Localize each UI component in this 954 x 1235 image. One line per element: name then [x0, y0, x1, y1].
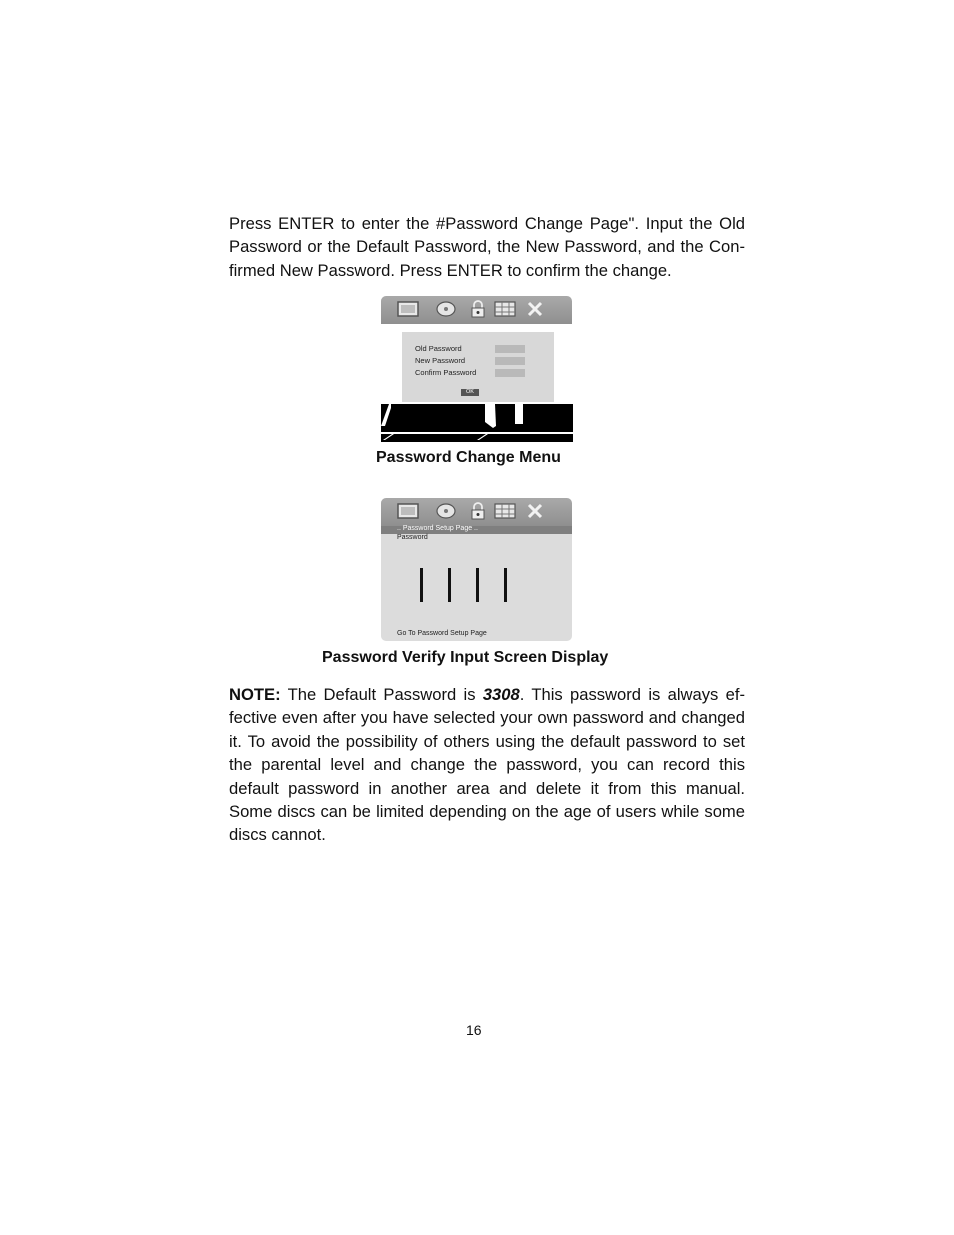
old-password-field[interactable] — [495, 345, 525, 353]
default-password: 3308 — [482, 685, 520, 704]
page-header-text: .. Password Setup Page .. — [397, 525, 478, 532]
note-text-after: . This password is always ef-fective even after you have selected your own password and changed it. To avoid the possibility of others using the default password to set the parental level and change the password, you can record this default password in another area and delete it from this manual. Some discs can be limited depending on the age of users while some discs cannot. — [229, 685, 745, 845]
page-header-bar — [381, 526, 572, 534]
password-digit-slot[interactable] — [448, 568, 451, 602]
old-password-label: Old Password — [415, 344, 462, 353]
password-digit-slot[interactable] — [420, 568, 423, 602]
cropped-bottom-graphic — [381, 404, 573, 442]
password-change-menu-screenshot — [381, 296, 572, 442]
note-label: NOTE: — [229, 685, 281, 704]
password-dialog — [402, 332, 554, 402]
intro-paragraph: Press ENTER to enter the #Password Change Page". Input the Old Password or the Default Password, the New Password, and the Con-firmed New Password. Press ENTER to confirm the change. — [229, 214, 745, 280]
picture-icon — [397, 502, 419, 520]
footer-hint: Go To Password Setup Page — [397, 630, 487, 637]
confirm-password-label: Confirm Password — [415, 368, 477, 377]
page-number: 16 — [466, 1022, 482, 1038]
close-icon — [524, 502, 546, 520]
close-icon — [524, 300, 546, 318]
password-digit-slot[interactable] — [504, 568, 507, 602]
grid-icon — [494, 300, 516, 318]
verify-body — [381, 534, 572, 641]
password-digit-slot[interactable] — [476, 568, 479, 602]
password-label: Password — [397, 534, 428, 541]
new-password-field[interactable] — [495, 357, 525, 365]
lock-icon — [467, 300, 489, 318]
picture-icon — [397, 300, 419, 318]
menu-toolbar — [381, 296, 572, 324]
disc-icon — [435, 502, 457, 520]
note-paragraph — [229, 683, 745, 847]
confirm-password-field[interactable] — [495, 369, 525, 377]
grid-icon — [494, 502, 516, 520]
verify-toolbar — [381, 498, 572, 526]
disc-icon — [435, 300, 457, 318]
new-password-label: New Password — [415, 356, 466, 365]
figure-caption-1: Password Change Menu — [376, 449, 561, 466]
ok-button[interactable]: OK — [461, 389, 479, 396]
note-text-before: The Default Password is — [280, 685, 483, 704]
password-verify-screenshot — [381, 498, 572, 641]
lock-icon — [467, 502, 489, 520]
figure-caption-2: Password Verify Input Screen Display — [322, 649, 609, 666]
menu-body — [381, 324, 572, 442]
